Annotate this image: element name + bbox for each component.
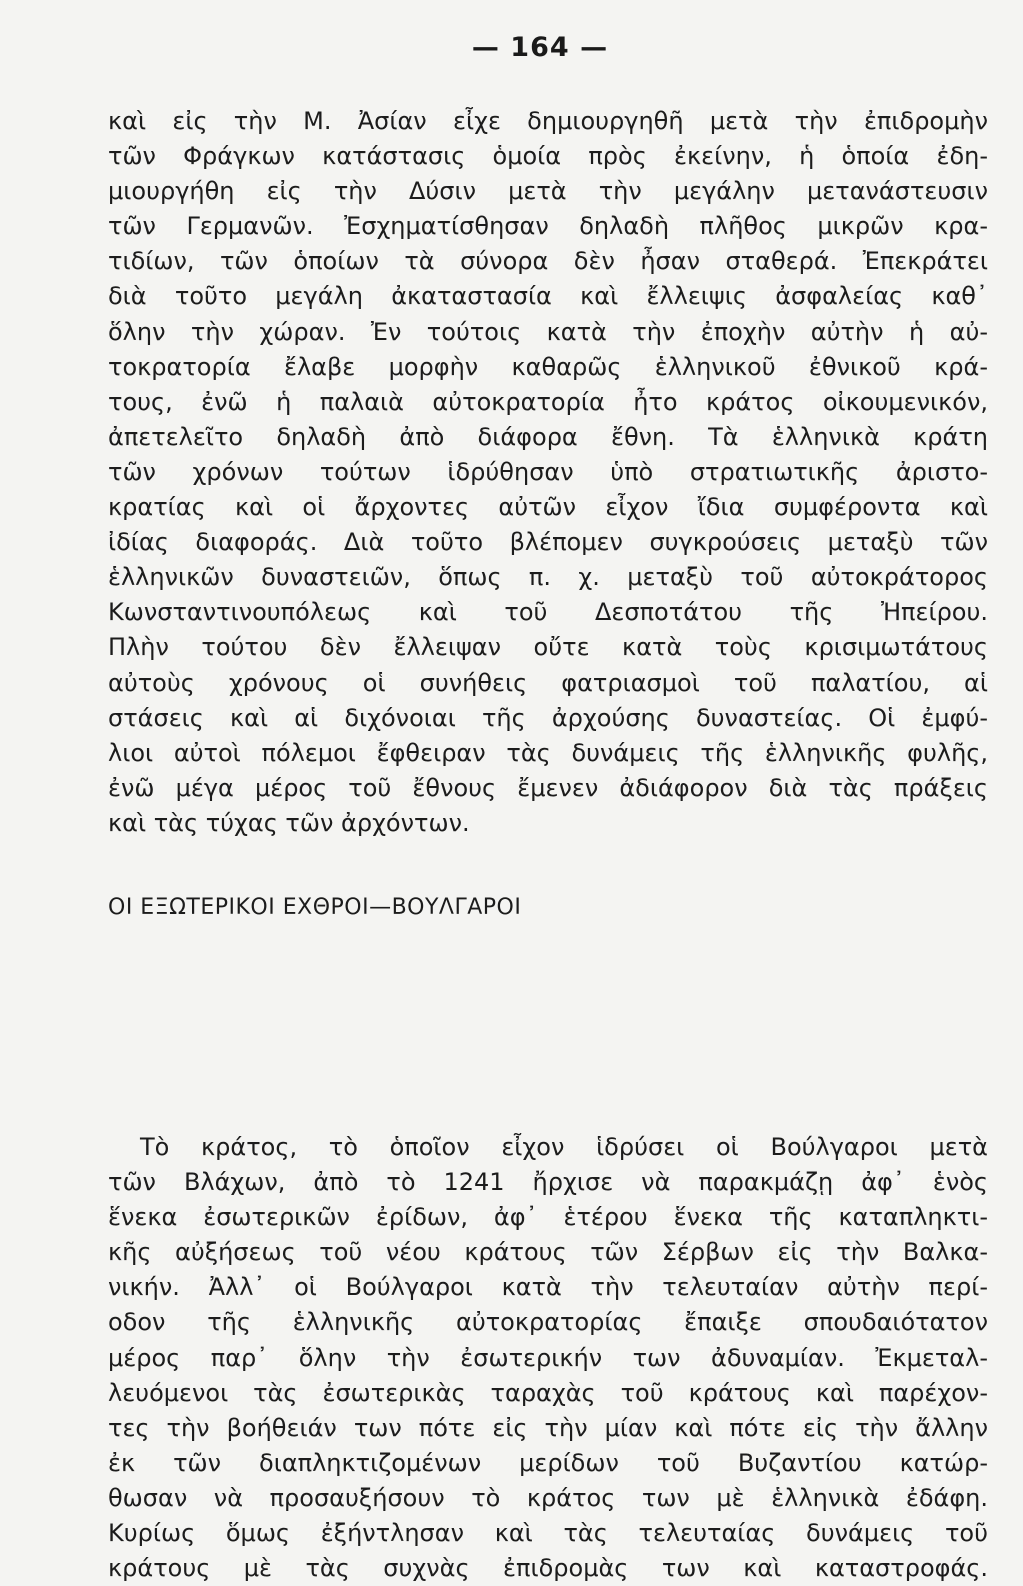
text-line: ἐκ τῶν διαπληκτιζομένων μερίδων τοῦ Βυζαντίου κατώρ- [108, 1448, 988, 1477]
text-line: μέρος παρ᾽ ὅλην τὴν ἐσωτερικήν των ἀδυναμίαν. Ἐκμεταλ- [108, 1343, 988, 1372]
text-line: Κυρίως ὅμως ἐξήντλησαν καὶ τὰς τελευταίας δυνάμεις τοῦ [108, 1519, 988, 1548]
text-line: τους, ἐνῶ ἡ παλαιὰ αὐτοκρατορία ἦτο κράτος οἰκουμενικόν, [108, 387, 988, 416]
text-line: ἕνεκα ἐσωτερικῶν ἐρίδων, ἀφ᾽ ἑτέρου ἕνεκα τῆς καταπληκτι- [108, 1203, 988, 1232]
text-line: ἰδίας διαφοράς. Διὰ τοῦτο βλέπομεν συγκρούσεις μεταξὺ τῶν [108, 528, 988, 557]
text-line: μιουργήθη εἰς τὴν Δύσιν μετὰ τὴν μεγάλην μετανάστευσιν [108, 177, 988, 206]
text-line: τῶν Φράγκων κατάστασις ὁμοία πρὸς ἐκείνην, ἡ ὁποία ἐδη- [108, 142, 988, 171]
text-line: οδον τῆς ἑλληνικῆς αὐτοκρατορίας ἔπαιξε σπουδαιότατον [108, 1308, 988, 1337]
text-line: τῶν Γερμανῶν. Ἐσχηματίσθησαν δηλαδὴ πλῆθος μικρῶν κρα- [108, 212, 988, 241]
text-line: ὅλην τὴν χώραν. Ἐν τούτοις κατὰ τὴν ἐποχὴν αὐτὴν ἡ αὐ- [108, 317, 988, 346]
text-line: νικήν. Ἀλλ᾽ οἱ Βούλγαροι κατὰ τὴν τελευταίαν αὐτὴν περί- [108, 1273, 988, 1302]
text-line: Πλὴν τούτου δὲν ἔλλειψαν οὔτε κατὰ τοὺς κρισιμωτάτους [108, 633, 988, 662]
text-line: τῶν Βλάχων, ἀπὸ τὸ 1241 ἤρχισε νὰ παρακμάζῃ ἀφ᾽ ἑνὸς [108, 1168, 988, 1197]
paragraph-1 [108, 104, 988, 841]
text-line: τες τὴν βοήθειάν των πότε εἰς τὴν μίαν καὶ πότε εἰς τὴν ἄλλην [108, 1413, 988, 1442]
text-line: καὶ εἰς τὴν Μ. Ἀσίαν εἶχε δημιουργηθῆ μετὰ τὴν ἐπιδρομὴν [108, 107, 988, 135]
text-line: θωσαν νὰ προσαυξήσουν τὸ κράτος των μὲ ἑλληνικὰ ἐδάφη. [108, 1483, 988, 1512]
text-line: αὐτοὺς χρόνους οἱ συνήθεις φατριασμοὶ τοῦ παλατίου, αἱ [108, 668, 988, 697]
text-line: καὶ τὰς τύχας τῶν ἀρχόντων. [108, 808, 470, 837]
text-line: τοκρατορία ἔλαβε μορφὴν καθαρῶς ἑλληνικοῦ ἐθνικοῦ κρά- [108, 352, 988, 381]
text-line: διὰ τοῦτο μεγάλη ἀκαταστασία καὶ ἔλλειψις ἀσφαλείας καθ᾽ [108, 282, 988, 311]
text-line: ἀπετελεῖτο δηλαδὴ ἀπὸ διάφορα ἔθνη. Τὰ ἑλληνικὰ κράτη [108, 422, 988, 451]
text-line: λιοι αὐτοὶ πόλεμοι ἔφθειραν τὰς δυνάμεις τῆς ἑλληνικῆς φυλῆς, [108, 738, 988, 767]
paragraph-2 [108, 1130, 988, 1586]
text-line: κράτους μὲ τὰς συχνὰς ἐπιδρομὰς των καὶ καταστροφάς. [108, 1554, 988, 1583]
text-line: λευόμενοι τὰς ἐσωτερικὰς ταραχὰς τοῦ κράτους καὶ παρέχον- [108, 1378, 988, 1407]
text-line: Τὸ κράτος, τὸ ὁποῖον εἶχον ἱδρύσει οἱ Βούλγαροι μετὰ [140, 1133, 988, 1161]
section-heading: ΟΙ ΕΞΩΤΕΡΙΚΟΙ ΕΧΘΡΟΙ—ΒΟΥΛΓΑΡΟΙ [108, 895, 522, 920]
text-line: κῆς αὐξήσεως τοῦ νέου κράτους τῶν Σέρβων εἰς τὴν Βαλκα- [108, 1238, 988, 1267]
text-line: στάσεις καὶ αἱ διχόνοιαι τῆς ἀρχούσης δυναστείας. Οἱ ἐμφύ- [108, 703, 988, 732]
text-line: ἐνῶ μέγα μέρος τοῦ ἔθνους ἔμενεν ἀδιάφορον διὰ τὰς πράξεις [108, 773, 988, 802]
text-line: ἑλληνικῶν δυναστειῶν, ὅπως π. χ. μεταξὺ τοῦ αὐτοκράτορος [108, 563, 988, 592]
text-line: τιδίων, τῶν ὁποίων τὰ σύνορα δὲν ἦσαν σταθερά. Ἐπεκράτει [108, 247, 988, 276]
text-line: τῶν χρόνων τούτων ἱδρύθησαν ὑπὸ στρατιωτικῆς ἀριστο- [108, 457, 988, 486]
text-line: κρατίας καὶ οἱ ἄρχοντες αὐτῶν εἶχον ἴδια συμφέροντα καὶ [108, 493, 988, 522]
page-number: — 164 — [471, 32, 609, 63]
text-line: Κωνσταντινουπόλεως καὶ τοῦ Δεσποτάτου τῆς Ἠπείρου. [108, 598, 988, 627]
